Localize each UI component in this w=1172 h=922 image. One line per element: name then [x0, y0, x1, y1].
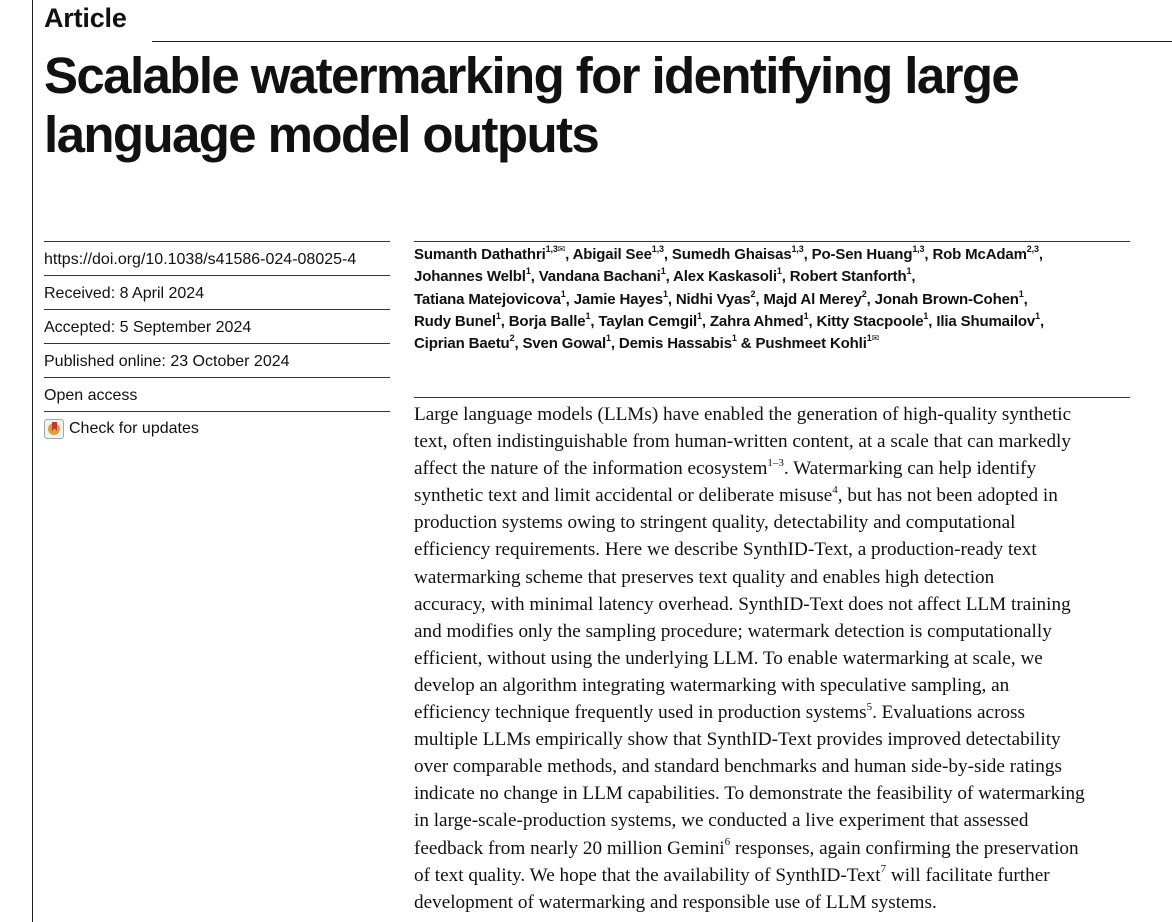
- author-name[interactable]: Vandana Bachani$^1$: [538, 266, 666, 286]
- author-affiliation: 1: [697, 310, 702, 321]
- open-access-label: Open access: [44, 377, 390, 412]
- author-affiliation: 1: [866, 333, 872, 344]
- author-name[interactable]: Taylan Cemgil$^1$: [598, 310, 702, 330]
- author-affiliation: 1: [1018, 288, 1024, 299]
- author-affiliation: 1: [660, 266, 666, 277]
- abstract-line: accuracy, with minimal latency overhead. SynthID-Text does not affect LLM training: [414, 593, 1071, 615]
- email-icon[interactable]: ✉: [557, 244, 566, 254]
- author-name[interactable]: Sven Gowal$^1$: [522, 333, 611, 353]
- author-affiliation: 1,3: [912, 244, 925, 254]
- abstract-line: production systems owing to stringent quality, detectability and computational: [414, 512, 1016, 534]
- abstract-line: and modifies only the sampling procedure; watermark detection is computationally: [414, 620, 1052, 642]
- abstract-line: of text quality. We hope that the availability of SynthID-Text$^7$ will facilitate further: [414, 863, 1050, 886]
- author-affiliation: 1: [495, 310, 501, 321]
- author-affiliation: 1: [662, 288, 668, 299]
- article-metadata: [44, 241, 390, 446]
- published-date: Published online: 23 October 2024: [44, 343, 390, 377]
- author-affiliation: 1: [585, 310, 591, 321]
- author-name[interactable]: Johannes Welbl$^1$: [414, 266, 531, 286]
- author-name[interactable]: Abigail See$^{1,3}$: [572, 244, 664, 263]
- author-affiliation: 1: [803, 310, 809, 321]
- title-line: Scalable watermarking for identifying large: [44, 47, 1019, 104]
- abstract-line: efficiency requirements. Here we describe SynthID-Text, a production-ready text: [414, 539, 1037, 561]
- author-name[interactable]: Majd Al Merey$^2$: [763, 288, 867, 308]
- check-for-updates-button[interactable]: [44, 412, 390, 446]
- author-affiliation: 1: [776, 266, 782, 277]
- abstract-line: text, often indistinguishable from human-written content, at a scale that can markedly: [414, 431, 1071, 453]
- abstract-line: Large language models (LLMs) have enabled the generation of high-quality synthetic: [414, 404, 1072, 425]
- author-name[interactable]: Ilia Shumailov$^1$: [936, 310, 1040, 330]
- author-affiliation: 1,3: [545, 244, 558, 254]
- abstract-line: develop an algorithm integrating watermarking with speculative sampling, an: [414, 674, 1010, 696]
- author-affiliation: 1: [906, 266, 912, 277]
- abstract-line: multiple LLMs empirically show that SynthID-Text provides improved detectability: [414, 729, 1061, 751]
- title-line: language model outputs: [44, 106, 599, 163]
- left-margin-rule: [32, 0, 33, 922]
- author-name[interactable]: Rudy Bunel$^1$: [414, 310, 501, 330]
- author-name[interactable]: Alex Kaskasoli$^1$: [673, 266, 782, 286]
- header-rule: [152, 41, 1172, 42]
- author-name[interactable]: Ciprian Baetu$^2$: [414, 333, 515, 353]
- check-for-updates-icon: [44, 419, 64, 439]
- citation-reference[interactable]: 4: [832, 483, 838, 496]
- citation-reference[interactable]: 7: [880, 863, 887, 876]
- author-affiliation: 2: [750, 288, 756, 299]
- abstract-line: affect the nature of the information ecosystem$^{1-3}$. Watermarking can help identify: [414, 456, 1037, 480]
- author-name[interactable]: Pushmeet Kohli$^{1✉}$: [755, 333, 879, 353]
- abstract-top-rule: [414, 397, 1130, 398]
- abstract-line: watermarking scheme that preserves text quality and enables high detection: [414, 566, 995, 588]
- author-affiliation: 2: [509, 333, 515, 344]
- author-name[interactable]: Zahra Ahmed$^1$: [709, 310, 809, 330]
- author-name[interactable]: Po-Sen Huang$^{1,3}$: [811, 244, 925, 263]
- author-name[interactable]: Nidhi Vyas$^2$: [675, 288, 756, 308]
- author-affiliation: 2: [861, 288, 867, 299]
- author-affiliation: 1: [606, 333, 611, 344]
- author-affiliation: 1: [731, 333, 737, 344]
- authors-top-rule: [414, 241, 1130, 242]
- author-name[interactable]: Tatiana Matejovicova$^1$: [414, 288, 566, 308]
- author-name[interactable]: Sumedh Ghaisas$^{1,3}$: [671, 244, 804, 263]
- author-affiliation: 1: [560, 288, 566, 299]
- author-name[interactable]: Kitty Stacpoole$^1$: [816, 310, 929, 330]
- author-list: Sumanth Dathathri$^{1,3✉}$, Abigail See$^{1,3}$, Sumedh Ghaisas$^{1,3}$, Po-Sen Huang$^{1,3}$, Rob McAdam$^{2,3}$, Johannes Welbl$^1$, Vandana Bachani$^1$, Alex Kaskasoli$^1$, Robert Stanforth$^1$, Tatiana Matejovicova$^1$, Jamie Hayes$^1$, Nidhi Vyas$^2$, Majd Al Merey$^2$, Jonah Brown-Cohen$^1$, Rudy Bunel$^1$, Borja Balle$^1$, Taylan Cemgil$^1$, Zahra Ahmed$^1$, Kitty Stacpoole$^1$, Ilia Shumailov$^1$, Ciprian Baetu$^2$, Sven Gowal$^1$, Demis Hassabis$^1$ & Pushmeet Kohli$^{1✉}$: [414, 244, 1044, 353]
- abstract-line: feedback from nearly 20 million Gemini$^6$ responses, again confirming the preservation: [414, 836, 1079, 859]
- author-affiliation: 1: [525, 266, 531, 277]
- article-type-label: Article: [44, 3, 127, 33]
- doi-link[interactable]: https://doi.org/10.1038/s41586-024-08025-4: [44, 241, 390, 275]
- author-name[interactable]: Demis Hassabis$^1$: [618, 333, 737, 353]
- accepted-date: Accepted: 5 September 2024: [44, 309, 390, 343]
- author-affiliation: 1: [1035, 310, 1040, 321]
- author-name[interactable]: Jonah Brown-Cohen$^1$: [874, 288, 1024, 308]
- abstract-line: synthetic text and limit accidental or deliberate misuse$^4$, but has not been adopted in: [414, 483, 1058, 507]
- author-affiliation: 1,3: [651, 244, 664, 254]
- author-affiliation: 2,3: [1026, 244, 1039, 254]
- author-name[interactable]: Sumanth Dathathri$^{1,3✉}$: [414, 244, 566, 263]
- abstract-line: development of watermarking and responsible use of LLM systems.: [414, 891, 937, 913]
- abstract-line: efficiency technique frequently used in production systems$^5$. Evaluations across: [414, 700, 1025, 724]
- received-date: Received: 8 April 2024: [44, 275, 390, 309]
- citation-reference[interactable]: 6: [724, 836, 731, 849]
- abstract-line: over comparable methods, and standard benchmarks and human side-by-side ratings: [414, 756, 1062, 778]
- author-name[interactable]: Borja Balle$^1$: [508, 310, 591, 330]
- author-name[interactable]: Jamie Hayes$^1$: [573, 288, 668, 308]
- author-affiliation: 1,3: [791, 244, 804, 254]
- paper-title: [44, 46, 1154, 164]
- author-name[interactable]: Rob McAdam$^{2,3}$: [932, 244, 1039, 263]
- author-affiliation: 1: [923, 310, 929, 321]
- abstract: [414, 401, 1154, 916]
- citation-reference[interactable]: 5: [866, 700, 873, 713]
- abstract-line: efficient, without using the underlying LLM. To enable watermarking at scale, we: [414, 647, 1043, 669]
- abstract-line: indicate no change in LLM capabilities. To demonstrate the feasibility of watermarking: [414, 783, 1085, 805]
- citation-reference[interactable]: 1–3: [767, 456, 784, 469]
- author-name[interactable]: Robert Stanforth$^1$: [789, 266, 912, 286]
- check-for-updates-label: Check for updates: [69, 420, 199, 437]
- email-icon[interactable]: ✉: [871, 333, 879, 344]
- abstract-line: in large-scale-production systems, we conducted a live experiment that assessed: [414, 810, 1029, 832]
